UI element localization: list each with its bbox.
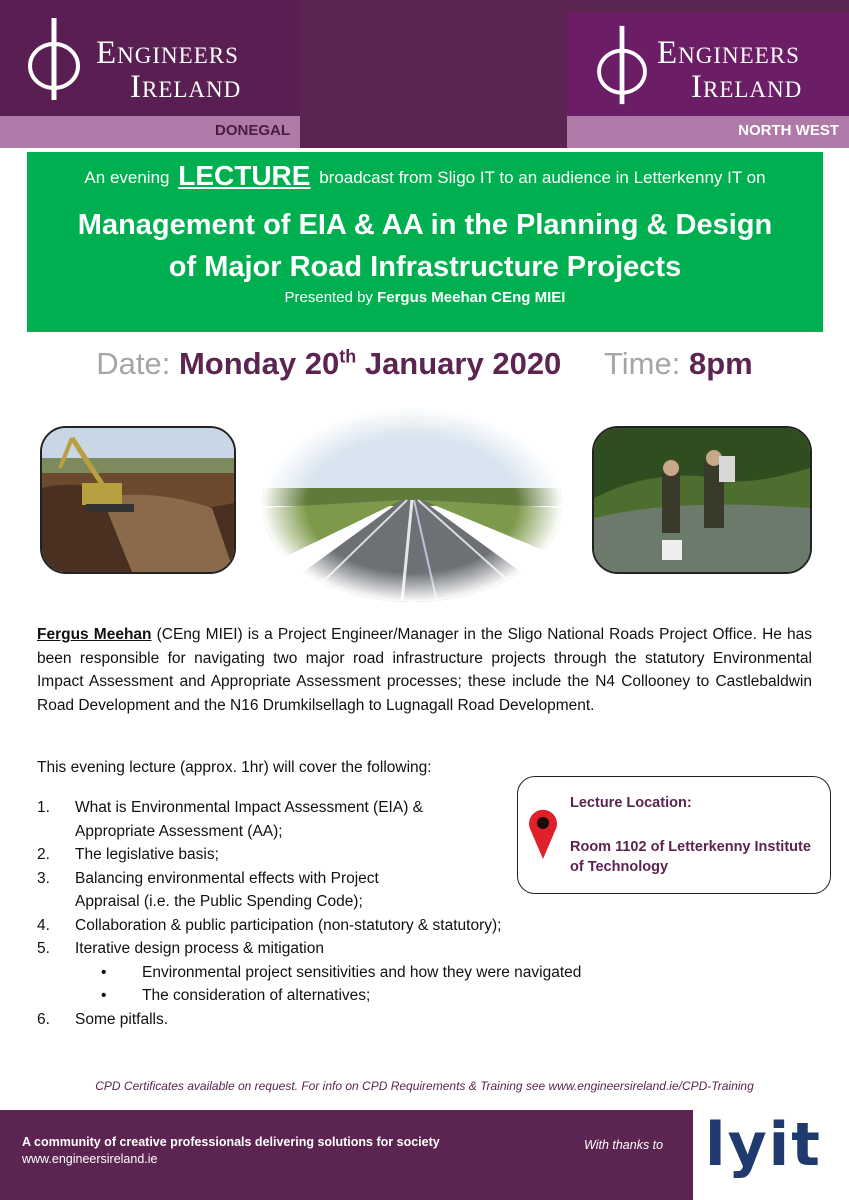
banner-lecture-word: LECTURE — [178, 160, 311, 191]
engineers-ireland-emblem-icon — [593, 22, 651, 108]
list-item-text: Appraisal (i.e. the Public Spending Code); — [75, 893, 363, 910]
sub-list-item-text: Environmental project sensitivities and how they were navigated — [142, 963, 582, 981]
time-value: 8pm — [688, 346, 753, 381]
river-scene-image — [594, 428, 810, 572]
list-item-number: 5. — [37, 940, 50, 957]
lecture-title-line1: Management of EIA & AA in the Planning & Design — [77, 209, 773, 241]
date-suffix: th — [339, 346, 357, 367]
date-month-year: January 2020 — [364, 346, 562, 381]
presenter-name: Fergus Meehan CEng MIEI — [377, 289, 566, 306]
agenda-intro: This evening lecture (approx. 1hr) will cover the following: — [37, 759, 432, 776]
list-item-text: Iterative design process & mitigation — [75, 940, 324, 957]
north-west-band: NORTH WEST — [567, 116, 849, 148]
lyit-logo — [693, 1110, 849, 1200]
logo-line1: Engineers — [96, 35, 239, 71]
sub-list-item — [37, 984, 677, 1008]
logo-wordmark — [96, 36, 241, 104]
footer-tagline: A community of creative professionals delivering solutions for society — [22, 1135, 440, 1149]
logo-line2: Ireland — [691, 69, 803, 105]
presented-by-label: Presented by — [284, 289, 373, 306]
engineers-ireland-logo-north-west — [567, 12, 849, 116]
speaker-bio-text: (CEng MIEI) is a Project Engineer/Manager in the Sligo National Roads Project Office. He has been responsible for navigating two major road infrastructure projects through the statutory Environmental Impact Assessment and Appropriate Assessment processes; these include the N4 Collooney to Castlebaldwin Road Development and the N16 Drumkilsellagh to Lugnagall Road Development. — [37, 626, 812, 714]
banner-intro-after: broadcast from Sligo IT to an audience in Letterkenny IT on — [319, 168, 766, 187]
bullet: • — [101, 963, 107, 981]
lecture-title-line2: of Major Road Infrastructure Projects — [168, 251, 682, 283]
list-item-number: 4. — [37, 916, 50, 934]
lecture-title — [27, 204, 823, 288]
sub-list-item-text: The consideration of alternatives; — [142, 987, 371, 1004]
list-item-number: 1. — [37, 799, 50, 816]
list-item-number: 3. — [37, 869, 50, 887]
header-divider — [0, 148, 849, 150]
excavator-photo — [40, 426, 236, 574]
date-label: Date: — [96, 346, 171, 381]
speaker-bio — [37, 623, 812, 717]
excavator-scene-image — [42, 428, 234, 572]
logo-line1: Engineers — [657, 35, 800, 71]
lyit-logo-text: lyit — [705, 1110, 822, 1180]
banner-intro — [27, 160, 823, 192]
engineers-ireland-emblem-icon — [24, 14, 84, 104]
location-heading: Lecture Location: — [570, 795, 692, 811]
map-pin-icon — [528, 807, 558, 859]
list-item — [37, 1008, 677, 1032]
location-text: Room 1102 of Letterkenny Institute of Technology — [570, 839, 811, 875]
list-item-number: 6. — [37, 1010, 50, 1028]
engineers-ireland-logo-donegal — [0, 0, 300, 116]
logo-wordmark — [657, 36, 802, 104]
presenter-line — [27, 289, 823, 306]
list-item-text: The legislative basis; — [75, 846, 219, 863]
list-item-text: Some pitfalls. — [75, 1010, 169, 1028]
lecture-banner — [27, 152, 823, 332]
date-value — [179, 346, 561, 381]
list-item-text: Appropriate Assessment (AA); — [75, 822, 283, 840]
list-item — [37, 937, 677, 961]
time-label: Time: — [604, 346, 681, 381]
cpd-note: CPD Certificates available on request. For info on CPD Requirements & Training see www.engineersireland.ie/CPD-Training — [95, 1079, 754, 1093]
road-scene-image — [262, 408, 562, 602]
bullet: • — [101, 987, 107, 1004]
footer — [0, 1110, 849, 1200]
banner-intro-before: An evening — [84, 168, 170, 187]
lecture-location-box — [517, 776, 831, 894]
road-photo — [262, 408, 562, 602]
list-item — [37, 914, 677, 938]
sub-list-item — [37, 961, 677, 985]
date-time-line — [0, 346, 849, 382]
date-day: Monday 20 — [178, 346, 340, 381]
list-item-text: What is Environmental Impact Assessment (EIA) & — [75, 799, 424, 816]
river-survey-photo — [592, 426, 812, 574]
list-item-number: 2. — [37, 846, 50, 863]
footer-thanks: With thanks to — [584, 1138, 664, 1152]
list-item-text: Balancing environmental effects with Project — [75, 869, 379, 887]
footer-website[interactable]: www.engineersireland.ie — [22, 1152, 158, 1166]
logo-line2: Ireland — [130, 69, 242, 105]
list-item-text: Collaboration & public participation (non-statutory & statutory); — [75, 916, 502, 934]
speaker-name: Fergus Meehan — [37, 626, 152, 643]
donegal-band: DONEGAL — [0, 116, 300, 148]
